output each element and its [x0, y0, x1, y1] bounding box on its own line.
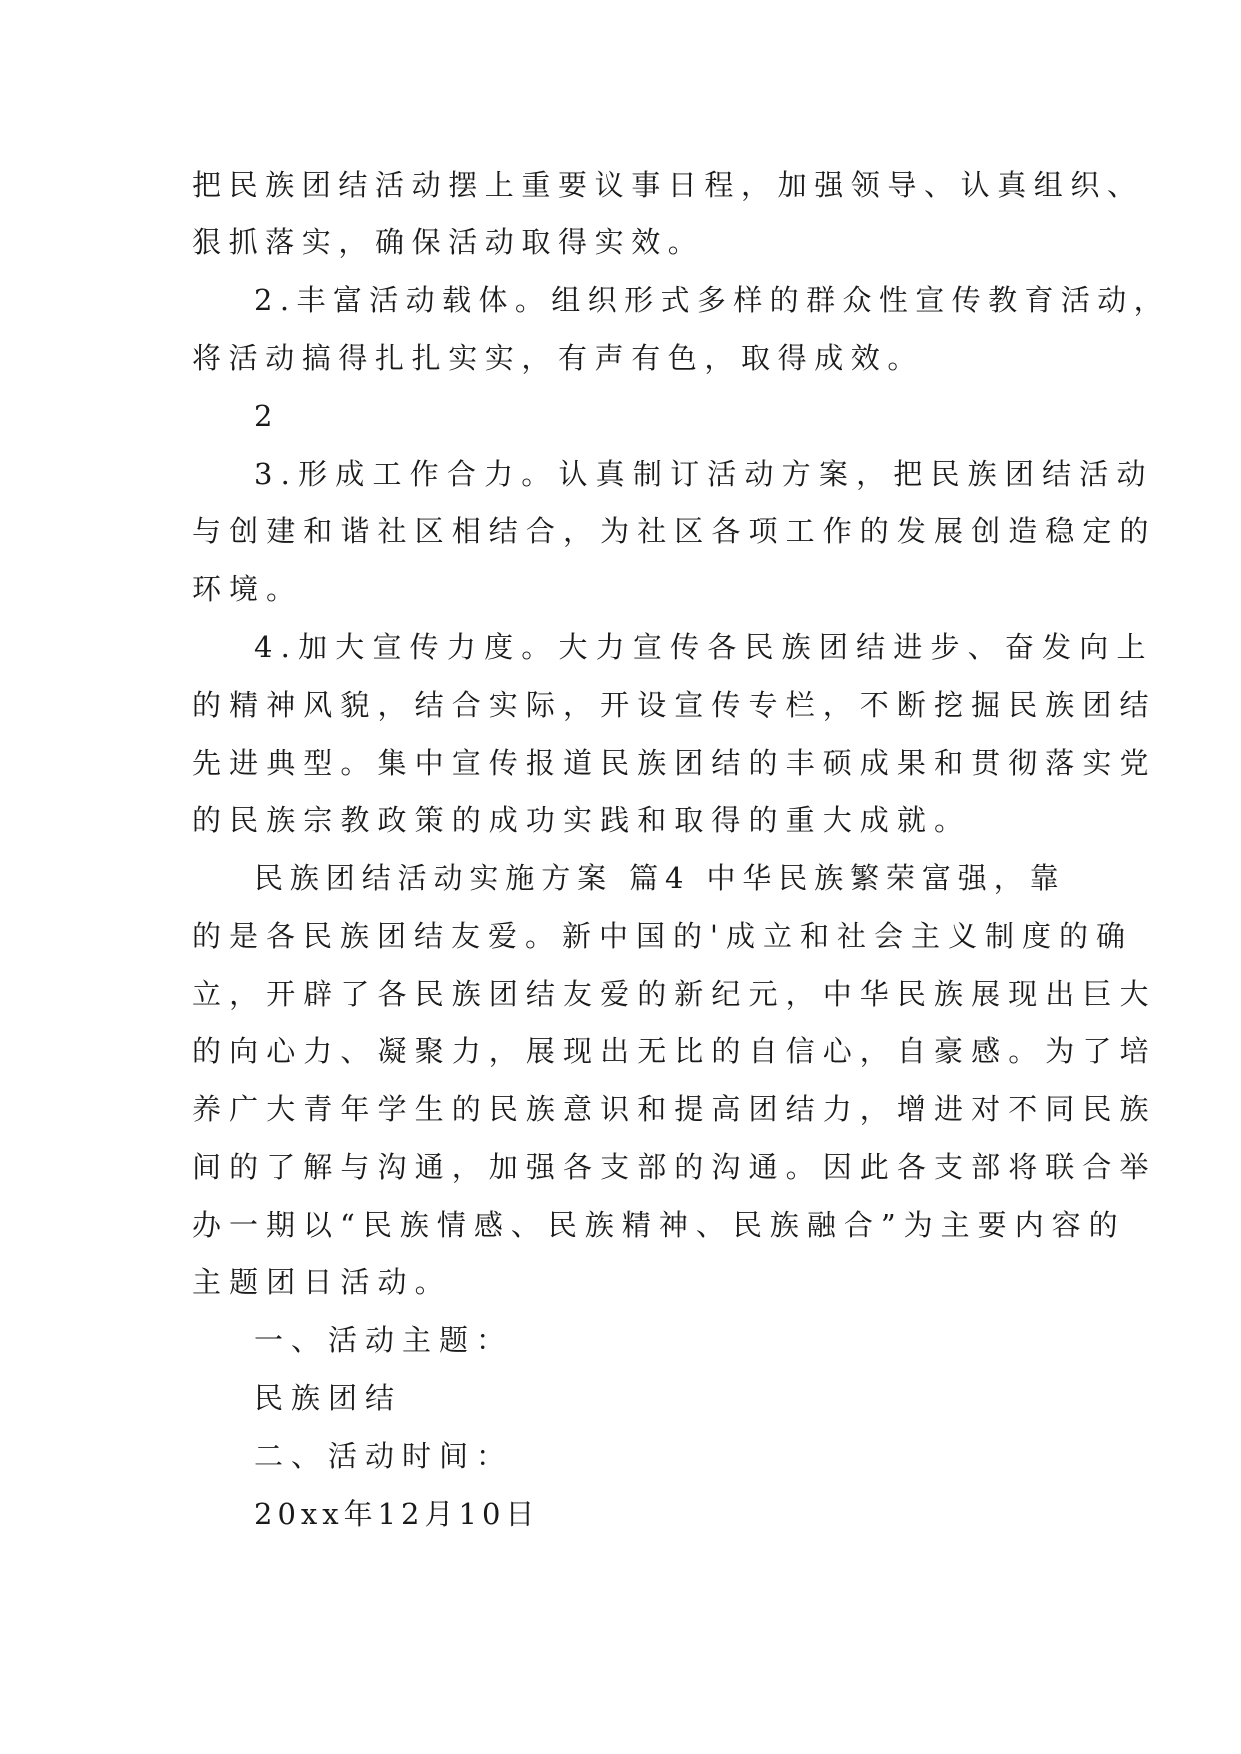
paragraph-line: 间的了解与沟通，加强各支部的沟通。因此各支部将联合举	[192, 1150, 1157, 1184]
paragraph-line: 主题团日活动。	[192, 1265, 452, 1299]
list-item-4-line: 4.加大宣传力度。大力宣传各民族团结进步、奋发向上	[254, 630, 1154, 664]
subheading-time: 二、活动时间：	[254, 1439, 514, 1473]
paragraph-line: 狠抓落实，确保活动取得实效。	[192, 225, 705, 259]
paragraph-line: 的民族宗教政策的成功实践和取得的重大成就。	[192, 803, 972, 837]
paragraph-line: 养广大青年学生的民族意识和提高团结力，增进对不同民族	[192, 1092, 1157, 1126]
time-value: 20xx年12月10日	[254, 1497, 540, 1531]
paragraph-line: 的是各民族团结友爱。新中国的'成立和社会主义制度的确	[192, 919, 1133, 953]
paragraph-line: 把民族团结活动摆上重要议事日程，加强领导、认真组织、	[192, 168, 1144, 202]
paragraph-line: 与创建和谐社区相结合，为社区各项工作的发展创造稳定的	[192, 514, 1157, 548]
paragraph-line: 立，开辟了各民族团结友爱的新纪元，中华民族展现出巨大	[192, 977, 1157, 1011]
paragraph-line: 将活动搞得扎扎实实，有声有色，取得成效。	[192, 341, 925, 375]
section-heading-line: 民族团结活动实施方案 篇4 中华民族繁荣富强，靠	[254, 861, 1066, 895]
theme-value: 民族团结	[254, 1381, 403, 1415]
paragraph-line: 的向心力、凝聚力，展现出无比的自信心，自豪感。为了培	[192, 1034, 1157, 1068]
paragraph-line: 的精神风貌，结合实际，开设宣传专栏，不断挖掘民族团结	[192, 688, 1157, 722]
list-item-3-line: 3.形成工作合力。认真制订活动方案，把民族团结活动	[254, 457, 1154, 491]
paragraph-line: 先进典型。集中宣传报道民族团结的丰硕成果和贯彻落实党	[192, 746, 1157, 780]
paragraph-line: 环境。	[192, 572, 304, 606]
page-number: 2	[254, 399, 281, 433]
subheading-theme: 一、活动主题：	[254, 1323, 514, 1357]
list-item-2-line: 2.丰富活动载体。组织形式多样的群众性宣传教育活动，	[254, 283, 1171, 317]
paragraph-line: 办一期以“民族情感、民族精神、民族融合”为主要内容的	[192, 1208, 1126, 1242]
